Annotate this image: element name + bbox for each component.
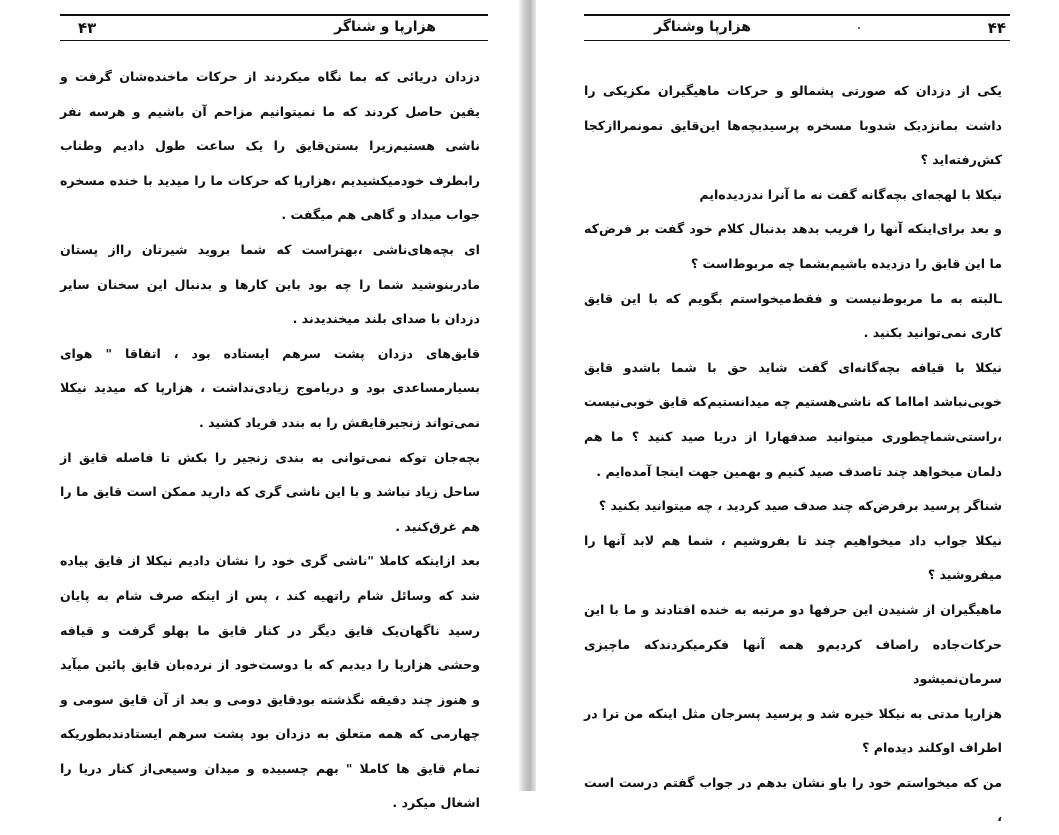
paragraph: هزارپا مدتی به نیکلا خیره شد و پرسید پسرجان مثل اینکه من ترا در اطراف اوکلند دیده‌ام ؟: [584, 705, 1002, 756]
page-header: [584, 14, 1010, 41]
paragraph: نیکلا جواب داد میخواهیم چند تا بفروشیم ، شما هم لابد آنها را میفروشید ؟: [584, 532, 1002, 583]
paragraph: ماهیگیران از شنیدن این حرفها دو مرتبه به خنده افتادند و ما با این حرکات‌جاده راصاف کردیم‌و همه آنها فکرمیکردندکه ماچیزی سرمان‌نمیشود: [584, 601, 1002, 687]
right-page: [536, 0, 1059, 825]
running-title: هزارپا وشناگر: [654, 19, 751, 35]
paragraph: شناگر پرسید برفرض‌که چند صدف صید کردید ، چه میتوانید بکنید ؟: [598, 498, 1002, 514]
page-header: [60, 14, 488, 41]
page-body: [60, 60, 480, 821]
paragraph: ای بچه‌های‌ناشی ،بهتراست که شما بروید شیرتان رااز پستان مادربنوشید شما را چه بود باین کارها و بدنبال این سخنان سایر دزدان با صدای بلند میخندیدند .: [60, 241, 480, 327]
paragraph: قایق‌های دزدان پشت سرهم ایستاده بود ، اتفاقا " هوای بسیارمساعدی بود و دریاموج زیادی‌نداشت ، هزارپا که میدید نیکلا نمی‌تواند زنجیرقایقش را به بندد فریاد کشید .: [60, 345, 480, 430]
running-title: هزارپا و شناگر: [334, 19, 436, 35]
page-body: [584, 74, 1002, 835]
paragraph: نیکلا با قیافه بچه‌گانه‌ای گفت شاید حق با شما باشدو قایق خوبی‌نباشد امااما که ناشی‌هستیم چه میدانستیم‌که قایق خوبی‌نیست ،راستی‌شما‌چطوری میتوانید صدفهارا از دریا صید کنید ؟ ما هم دلمان میخواهد چند تاصدف صید کنیم و بهمین جهت اینجا آمده‌ایم .: [584, 359, 1002, 479]
paragraph: و بعد برای‌اینکه آنها را فریب بدهد بدنبال کلام خود گفت بر فرض‌که ما این قایق را دزدیده باشیم‌بشما چه مربوط‌است ؟: [584, 221, 1002, 271]
paragraph: دزدان دریائی که بما نگاه میکردند از حرکات ماخنده‌شان گرفت و یقین حاصل کردند که ما نمیتوانیم مزاحم آن باشیم و هرسه نفر ناشی هستیم‌زیرا بستن‌قایق را یک ساعت طول دادیم وطناب رابطرف خودمیکشیدیم ،هزارپا که حرکات ما را میدید با خنده مسخره جواب میداد و گاهی هم میگفت .: [60, 69, 480, 223]
paragraph: بچه‌جان توکه نمی‌توانی به بندی زنجیر را بکش تا فاصله قایق از ساحل زیاد نباشد و با این ناشی گری که دارید ممکن است قایق ما را هم غرق‌کنید .: [60, 449, 480, 534]
paragraph: ـالبته به ما مربوط‌نیست و فقط‌میخواستم بگویم که با این قایق کاری نمی‌توانید بکنید .: [584, 290, 1002, 341]
paragraph: نیکلا با لهجه‌ای بچه‌گانه گفت نه ما آنرا ندزدیده‌ایم: [699, 186, 1002, 202]
left-page: [0, 0, 522, 811]
page-number: ۴۳: [78, 19, 97, 37]
paragraph: یکی از دزدان که صورتی پشمالو و حرکات ماهیگیران مکزیکی را داشت بمانزدیک شدوبا مسخره پرسیدبچه‌ها این‌قایق نمونمرااز‌کجا کش‌رفته‌اید ؟: [584, 83, 1002, 168]
paragraph: بعد ازاینکه کاملا "ناشی گری خود را نشان دادیم نیکلا از قایق پیاده شد که وسائل شام راتهیه کند ، پس از اینکه صرف شام به پایان رسید ناگهان‌یک قایق دیگر در کنار قایق ما پهلو گرفت و قیافه وحشی هزارپا را دیدیم که با دوست‌خود از نرده‌بان قایق پائین میآید و هنوز چند دقیقه نگذشته بودقایق دومی و بعد از آن قایق سومی و چهارمی که همه متعلق به دزدان بود پشت سرهم ایستادندبطوریکه تمام قایق ها کاملا " بهم چسبیده و میدان وسیعی‌از کنار دریا را اشغال میکرد .: [60, 553, 480, 811]
page-number: ۴۴: [987, 19, 1006, 37]
paragraph: من که میخواستم خود را باو نشان بدهم در جواب گفتم درست است ،: [584, 774, 1002, 825]
header-dot: [858, 27, 860, 29]
